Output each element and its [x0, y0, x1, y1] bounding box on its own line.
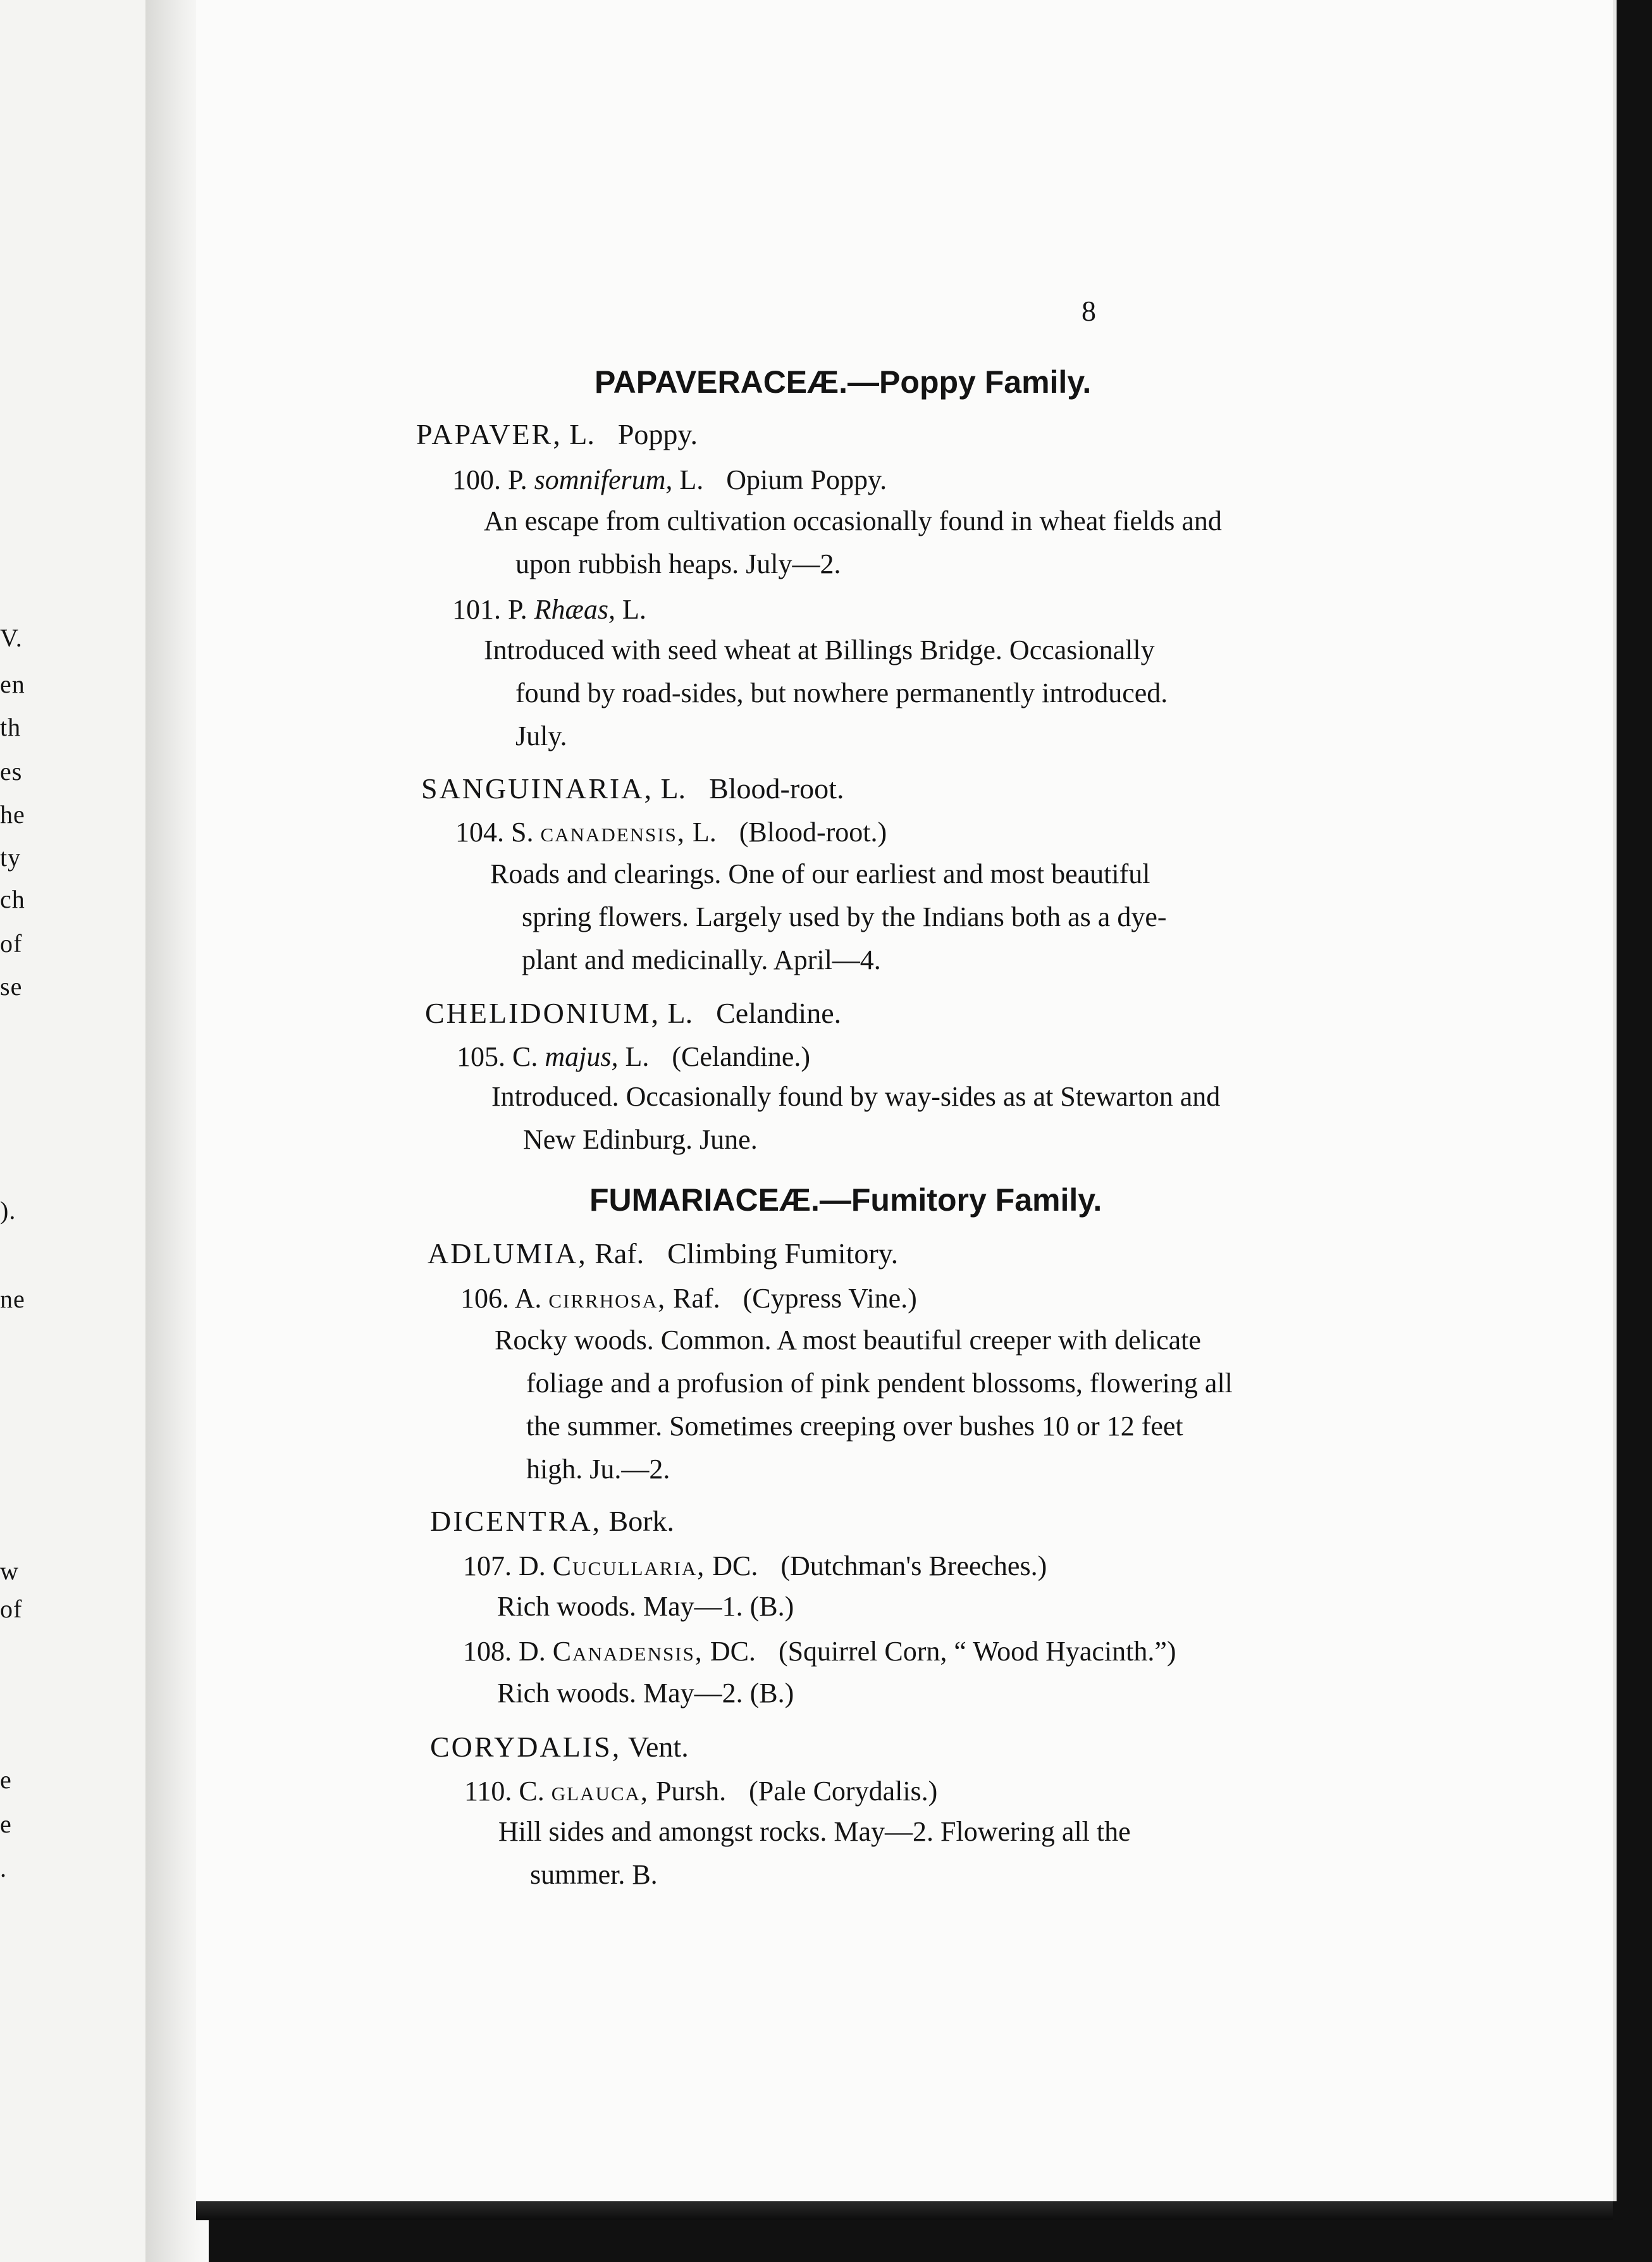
species-common-name: (Celandine.)	[672, 1041, 811, 1072]
description-line: summer. B.	[530, 1859, 658, 1890]
genus-heading	[425, 996, 841, 1030]
species-entry	[452, 464, 887, 496]
genus-common-name: Poppy.	[617, 418, 698, 450]
genus-authority: L.	[660, 772, 686, 805]
genus-authority: Vent.	[627, 1731, 689, 1763]
species-epithet: canadensis,	[540, 817, 686, 848]
species-number: 100.	[452, 464, 501, 495]
species-authority: L.	[625, 1041, 650, 1072]
species-description	[495, 1319, 1233, 1491]
previous-page-text	[0, 0, 25, 2262]
species-authority: DC.	[710, 1636, 756, 1667]
species-entry	[463, 1550, 1047, 1582]
species-entry	[463, 1635, 1176, 1667]
species-epithet: Cucullaria,	[552, 1550, 706, 1581]
description-line: plant and medicinally. April—4.	[522, 944, 881, 975]
species-common-name: Opium Poppy.	[726, 464, 887, 495]
species-genus-abbrev: S.	[511, 817, 534, 848]
previous-page-fragment: e	[0, 1765, 12, 1794]
description-line: Introduced. Occasionally found by way-sides as at Stewarton and	[491, 1081, 1221, 1112]
species-description	[498, 1810, 1131, 1896]
genus-authority: Bork.	[608, 1505, 675, 1537]
genus-name: CHELIDONIUM,	[425, 997, 661, 1029]
species-description	[484, 629, 1168, 758]
species-authority: L.	[622, 594, 646, 625]
genus-heading	[430, 1504, 674, 1538]
species-description	[484, 500, 1222, 586]
species-common-name: (Cypress Vine.)	[743, 1283, 917, 1314]
species-description	[490, 853, 1167, 982]
species-authority: DC.	[712, 1550, 758, 1581]
description-line: spring flowers. Largely used by the Indians both as a dye-	[522, 901, 1167, 932]
species-genus-abbrev: C.	[512, 1041, 538, 1072]
family-heading: PAPAVERACEÆ.—Poppy Family.	[595, 364, 1092, 400]
species-number: 104.	[455, 817, 504, 848]
species-epithet: Canadensis,	[552, 1636, 703, 1667]
species-authority: Raf.	[673, 1283, 720, 1314]
species-authority: L.	[679, 464, 704, 495]
species-authority: L.	[692, 817, 717, 848]
genus-authority: L.	[569, 418, 595, 450]
previous-page-fragment: ).	[0, 1196, 16, 1225]
genus-heading	[421, 772, 844, 805]
genus-name: CORYDALIS,	[430, 1731, 622, 1763]
species-genus-abbrev: A.	[514, 1283, 542, 1314]
genus-heading	[428, 1237, 898, 1270]
species-genus-abbrev: P.	[508, 464, 527, 495]
description-line: New Edinburg. June.	[523, 1124, 758, 1155]
previous-page	[0, 0, 145, 2262]
previous-page-fragment: ty	[0, 843, 22, 872]
genus-common-name: Celandine.	[716, 997, 842, 1029]
species-common-name: (Pale Corydalis.)	[749, 1776, 938, 1807]
species-entry	[464, 1775, 937, 1807]
previous-page-fragment: of	[0, 929, 23, 958]
previous-page-fragment: e	[0, 1810, 12, 1838]
species-epithet: glauca,	[551, 1776, 649, 1807]
species-number: 106.	[460, 1283, 509, 1314]
species-entry	[452, 593, 646, 626]
genus-heading	[430, 1730, 689, 1764]
description-line: Rocky woods. Common. A most beautiful creeper with delicate	[495, 1325, 1201, 1356]
page-number: 8	[1082, 295, 1096, 327]
description-line: Introduced with seed wheat at Billings Bridge. Occasionally	[484, 634, 1155, 665]
description-line: high. Ju.—2.	[526, 1454, 670, 1485]
description-line: upon rubbish heaps. July—2.	[515, 548, 841, 579]
species-genus-abbrev: P.	[508, 594, 527, 625]
genus-name: ADLUMIA,	[428, 1237, 588, 1270]
previous-page-fragment: ne	[0, 1285, 25, 1313]
species-description	[497, 1585, 794, 1628]
species-genus-abbrev: D.	[519, 1636, 546, 1667]
species-number: 107.	[463, 1550, 512, 1581]
genus-name: DICENTRA,	[430, 1505, 602, 1537]
species-entry	[460, 1282, 917, 1314]
genus-common-name: Blood-root.	[709, 772, 844, 805]
species-common-name: (Dutchman's Breeches.)	[780, 1550, 1047, 1581]
description-line: Rich woods. May—1. (B.)	[497, 1591, 794, 1622]
previous-page-fragment: se	[0, 972, 23, 1001]
species-number: 105.	[457, 1041, 505, 1072]
description-line: July.	[515, 720, 567, 751]
species-authority: Pursh.	[655, 1776, 727, 1807]
species-genus-abbrev: C.	[519, 1776, 545, 1807]
species-entry	[455, 816, 887, 848]
species-epithet: cirrhosa,	[548, 1283, 667, 1314]
page-bottom-edge	[196, 2201, 1613, 2220]
species-epithet: majus,	[545, 1041, 619, 1072]
previous-page-fragment: es	[0, 757, 23, 786]
description-line: Hill sides and amongst rocks. May—2. Flowering all the	[498, 1816, 1131, 1847]
family-heading: FUMARIACEÆ.—Fumitory Family.	[589, 1182, 1102, 1218]
genus-name: SANGUINARIA,	[421, 772, 653, 805]
description-line: the summer. Sometimes creeping over bushes 10 or 12 feet	[526, 1411, 1183, 1442]
species-number: 101.	[452, 594, 501, 625]
genus-name: PAPAVER,	[416, 418, 562, 450]
genus-authority: Raf.	[595, 1237, 644, 1270]
species-genus-abbrev: D.	[519, 1550, 546, 1581]
description-line: Rich woods. May—2. (B.)	[497, 1678, 794, 1709]
description-line: foliage and a profusion of pink pendent blossoms, flowering all	[526, 1368, 1233, 1399]
genus-common-name: Climbing Fumitory.	[667, 1237, 899, 1270]
previous-page-fragment: V.	[0, 624, 23, 652]
species-number: 108.	[463, 1636, 512, 1667]
genus-heading	[416, 417, 698, 451]
species-epithet: Rhæas,	[534, 594, 615, 625]
genus-authority: L.	[667, 997, 693, 1029]
previous-page-fragment: w	[0, 1557, 19, 1585]
species-entry	[457, 1041, 810, 1073]
species-description	[497, 1672, 794, 1715]
description-line: found by road-sides, but nowhere permanently introduced.	[515, 677, 1168, 708]
species-epithet: somniferum,	[534, 464, 673, 495]
species-description	[491, 1075, 1220, 1161]
species-number: 110.	[464, 1776, 512, 1807]
description-line: Roads and clearings. One of our earliest and most beautiful	[490, 858, 1150, 889]
previous-page-fragment: he	[0, 800, 25, 829]
previous-page-fragment: of	[0, 1595, 23, 1623]
species-common-name: (Blood-root.)	[739, 817, 887, 848]
species-common-name: (Squirrel Corn, “ Wood Hyacinth.”)	[778, 1636, 1176, 1667]
description-line: An escape from cultivation occasionally found in wheat fields and	[484, 505, 1222, 536]
previous-page-fragment: th	[0, 713, 22, 741]
previous-page-fragment: ch	[0, 885, 25, 913]
document-page	[196, 0, 1617, 2201]
previous-page-fragment: .	[0, 1854, 7, 1882]
previous-page-fragment: en	[0, 670, 25, 698]
